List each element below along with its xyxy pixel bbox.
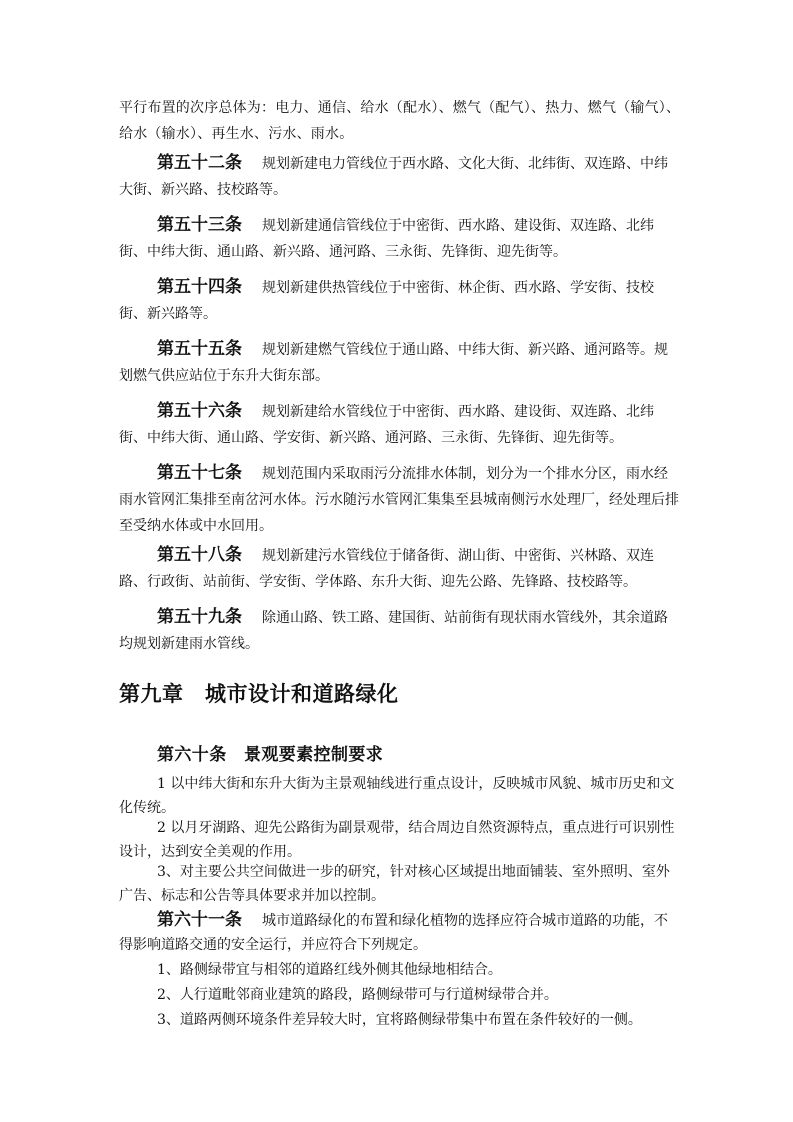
article-title: 第五十六条	[157, 401, 242, 421]
list-item: 1、路侧绿带宜与相邻的道路红线外侧其他绿地相结合。	[157, 962, 502, 978]
article-text: 规划新建燃气管线位于通山路、中纬大街、新兴路、通河路等。规划燃气供应站位于东升大街东部。	[119, 342, 668, 384]
article-53	[119, 212, 681, 265]
article-title: 第五十五条	[157, 339, 242, 359]
article-57	[119, 460, 681, 539]
article-56	[119, 398, 681, 451]
article-text: 规划新建通信管线位于中密街、西水路、建设街、双连路、北纬街、中纬大街、通山路、新兴路、通河路、三永街、先锋街、迎先街等。	[119, 218, 654, 260]
article-text: 除通山路、铁工路、建国街、站前街有现状雨水管线外，其余道路均规划新建雨水管线。	[119, 610, 668, 652]
article-55	[119, 336, 681, 389]
section-heading: 第六十条 景观要素控制要求	[157, 745, 384, 765]
article-59	[119, 604, 681, 657]
article-text: 规划新建电力管线位于西水路、文化大街、北纬街、双连路、中纬大街、新兴路、技校路等。	[119, 156, 668, 198]
article-title: 第五十二条	[157, 153, 242, 173]
section-paragraph: 3、对主要公共空间做进一步的研究，针对核心区域提出地面铺装、室外照明、室外广告、标志和公告等具体要求并加以控制。	[119, 864, 670, 904]
article-title: 第六十一条	[157, 910, 242, 930]
article-text: 规划新建污水管线位于储备街、湖山街、中密街、兴林路、双连路、行政街、站前街、学安街、学体路、东升大街、迎先公路、先锋路、技校路等。	[119, 548, 654, 590]
chapter-heading: 第九章 城市设计和道路绿化	[119, 682, 399, 706]
article-61	[119, 908, 681, 957]
article-58	[119, 542, 681, 595]
intro-paragraph: 平行布置的次序总体为：电力、通信、给水（配水）、燃气（配气）、热力、燃气（输气）、给水（输水）、再生水、污水、雨水。	[119, 100, 681, 142]
article-text: 规划新建给水管线位于中密街、西水路、建设街、双连路、北纬街、中纬大街、通山路、学安街、新兴路、通河路、三永街、先锋街、迎先街等。	[119, 404, 654, 446]
article-text: 城市道路绿化的布置和绿化植物的选择应符合城市道路的功能，不得影响道路交通的安全运行，并应符合下列规定。	[119, 913, 668, 953]
section-paragraph: 1 以中纬大街和东升大街为主景观轴线进行重点设计，反映城市风貌、城市历史和文化传统。	[119, 776, 675, 816]
section-paragraph: 2 以月牙湖路、迎先公路街为副景观带，结合周边自然资源特点，重点进行可识别性设计，达到安全美观的作用。	[119, 820, 675, 860]
article-text: 规划范围内采取雨污分流排水体制，划分为一个排水分区，雨水经雨水管网汇集排至南岔河水体。污水随污水管网汇集集至县城南侧污水处理厂，经处理后排至受纳水体或中水回用。	[119, 466, 679, 534]
article-title: 第五十九条	[157, 607, 242, 627]
article-title: 第五十三条	[157, 215, 242, 235]
article-text: 规划新建供热管线位于中密街、林企街、西水路、学安街、技校街、新兴路等。	[119, 280, 654, 322]
list-item: 2、人行道毗邻商业建筑的路段，路侧绿带可与行道树绿带合并。	[157, 987, 558, 1003]
list-item: 3、道路两侧环境条件差异较大时，宜将路侧绿带集中布置在条件较好的一侧。	[157, 1012, 642, 1028]
article-54	[119, 274, 681, 327]
article-title: 第五十七条	[157, 463, 242, 483]
article-title: 第五十四条	[157, 277, 242, 297]
article-title: 第五十八条	[157, 545, 242, 565]
article-52	[119, 150, 681, 203]
